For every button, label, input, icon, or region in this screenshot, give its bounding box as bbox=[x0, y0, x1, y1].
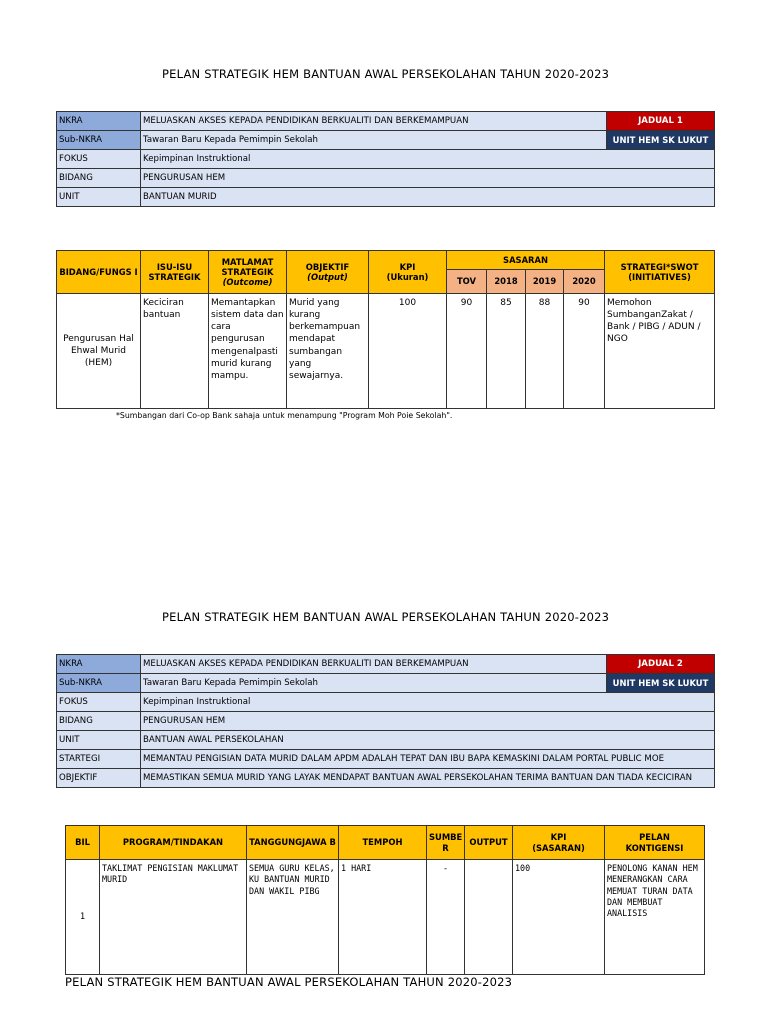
value-nkra: MELUASKAN AKSES KEPADA PENDIDIKAN BERKUALITI DAN BERKEMAMPUAN bbox=[141, 655, 607, 674]
header-2020: 2020 bbox=[564, 270, 605, 294]
info-row-subnkra bbox=[57, 131, 715, 150]
header-row-top bbox=[57, 251, 715, 270]
header-objektif-text: OBJEKTIF bbox=[305, 261, 350, 272]
value-subnkra: Tawaran Baru Kepada Pemimpin Sekolah bbox=[141, 674, 607, 693]
label-unit: UNIT bbox=[57, 188, 141, 207]
unit-hem-badge: UNIT HEM SK LUKUT bbox=[607, 131, 715, 150]
value-fokus: Kepimpinan Instruktional bbox=[141, 693, 715, 712]
header-strategi bbox=[605, 251, 715, 294]
info-row-startegi bbox=[57, 750, 715, 769]
header-kpi-sub: (SASARAN) bbox=[532, 842, 585, 853]
cell-pelan: PENOLONG KANAN HEM MENERANGKAN CARA MEMUAT TURAN DATA DAN MEMBUAT ANALISIS bbox=[605, 860, 705, 975]
header-matlamat bbox=[209, 251, 287, 294]
value-subnkra: Tawaran Baru Kepada Pemimpin Sekolah bbox=[141, 131, 607, 150]
label-objektif: OBJEKTIF bbox=[57, 769, 141, 788]
cell-matlamat: Memantapkan sistem data dan cara pengurusan mengenalpasti murid kurang mampu. bbox=[209, 294, 287, 409]
footer-title: PELAN STRATEGIK HEM BANTUAN AWAL PERSEKOLAHAN TAHUN 2020-2023 bbox=[65, 975, 513, 989]
cell-strategi: Memohon SumbanganZakat / Bank / PIBG / ADUN / NGO bbox=[605, 294, 715, 409]
header-kpi bbox=[369, 251, 447, 294]
header-2018: 2018 bbox=[487, 270, 526, 294]
header-tov: TOV bbox=[447, 270, 487, 294]
info-row-bidang bbox=[57, 169, 715, 188]
info-table-2 bbox=[56, 654, 715, 788]
cell-output bbox=[465, 860, 513, 975]
action-table-2 bbox=[65, 825, 705, 975]
header-pelan bbox=[605, 826, 705, 860]
label-unit: UNIT bbox=[57, 731, 141, 750]
page-title-2: PELAN STRATEGIK HEM BANTUAN AWAL PERSEKOLAHAN TAHUN 2020-2023 bbox=[162, 610, 610, 624]
header-tanggungjawab: TANGGUNGJAWA B bbox=[247, 826, 339, 860]
cell-bil: 1 bbox=[66, 860, 100, 975]
cell-objektif: Murid yang kurang berkemampuan mendapat sumbangan yang sewajarnya. bbox=[287, 294, 369, 409]
info-row-fokus bbox=[57, 150, 715, 169]
label-subnkra: Sub-NKRA bbox=[57, 674, 141, 693]
header-kpi-sub: (Ukuran) bbox=[386, 272, 429, 282]
value-bidang: PENGURUSAN HEM bbox=[141, 169, 715, 188]
page-title-1: PELAN STRATEGIK HEM BANTUAN AWAL PERSEKOLAHAN TAHUN 2020-2023 bbox=[162, 67, 610, 81]
jadual-badge: JADUAL 2 bbox=[607, 655, 715, 674]
info-row-fokus bbox=[57, 693, 715, 712]
cell-isu: Keciciran bantuan bbox=[141, 294, 209, 409]
cell-bidang: Pengurusan Hal Ehwal Murid (HEM) bbox=[57, 294, 141, 409]
label-startegi: STARTEGI bbox=[57, 750, 141, 769]
header-sasaran: SASARAN bbox=[447, 251, 605, 270]
header-bil: BIL bbox=[66, 826, 100, 860]
cell-2018: 85 bbox=[487, 294, 526, 409]
value-unit: BANTUAN AWAL PERSEKOLAHAN bbox=[141, 731, 715, 750]
label-fokus: FOKUS bbox=[57, 150, 141, 169]
value-unit: BANTUAN MURID bbox=[141, 188, 715, 207]
header-tempoh: TEMPOH bbox=[339, 826, 427, 860]
label-fokus: FOKUS bbox=[57, 693, 141, 712]
table-row bbox=[66, 860, 705, 975]
cell-sumber: - bbox=[427, 860, 465, 975]
header-pelan-text: PELAN bbox=[639, 832, 670, 843]
info-row-nkra bbox=[57, 655, 715, 674]
header-bidang: BIDANG/FUNGS I bbox=[57, 251, 141, 294]
header-objektif-sub: (Output) bbox=[307, 272, 348, 282]
info-row-nkra bbox=[57, 112, 715, 131]
strategy-table-1 bbox=[56, 250, 715, 409]
jadual-badge: JADUAL 1 bbox=[607, 112, 715, 131]
header-strategi-text: STRATEGI*SWOT bbox=[620, 261, 699, 272]
info-row-bidang bbox=[57, 712, 715, 731]
cell-2020: 90 bbox=[564, 294, 605, 409]
header-program: PROGRAM/TINDAKAN bbox=[100, 826, 247, 860]
header-objektif bbox=[287, 251, 369, 294]
value-fokus: Kepimpinan Instruktional bbox=[141, 150, 715, 169]
label-bidang: BIDANG bbox=[57, 712, 141, 731]
label-subnkra: Sub-NKRA bbox=[57, 131, 141, 150]
value-nkra: MELUASKAN AKSES KEPADA PENDIDIKAN BERKUALITI DAN BERKEMAMPUAN bbox=[141, 112, 607, 131]
cell-tanggungjawab: SEMUA GURU KELAS, KU BANTUAN MURID DAN WAKIL PIBG bbox=[247, 860, 339, 975]
header-matlamat-sub: (Outcome) bbox=[222, 277, 273, 288]
label-nkra: NKRA bbox=[57, 112, 141, 131]
cell-2019: 88 bbox=[526, 294, 564, 409]
cell-tov: 90 bbox=[447, 294, 487, 409]
cell-kpi: 100 bbox=[513, 860, 605, 975]
value-bidang: PENGURUSAN HEM bbox=[141, 712, 715, 731]
header-output: OUTPUT bbox=[465, 826, 513, 860]
label-nkra: NKRA bbox=[57, 655, 141, 674]
info-row-subnkra bbox=[57, 674, 715, 693]
header-kpi-text: KPI bbox=[550, 832, 567, 843]
label-bidang: BIDANG bbox=[57, 169, 141, 188]
info-row-unit bbox=[57, 188, 715, 207]
cell-program: TAKLIMAT PENGISIAN MAKLUMAT MURID bbox=[100, 860, 247, 975]
cell-tempoh: 1 HARI bbox=[339, 860, 427, 975]
header-sumber: SUMBE R bbox=[427, 826, 465, 860]
header-matlamat-text: MATLAMAT STRATEGIK bbox=[221, 256, 274, 277]
unit-hem-badge: UNIT HEM SK LUKUT bbox=[607, 674, 715, 693]
header-kpi bbox=[513, 826, 605, 860]
header-kpi-text: KPI bbox=[399, 261, 416, 272]
header-pelan-sub: KONTIGENSI bbox=[625, 842, 684, 853]
header-2019: 2019 bbox=[526, 270, 564, 294]
header-strategi-sub: (INITIATIVES) bbox=[628, 272, 691, 282]
value-objektif: MEMASTIKAN SEMUA MURID YANG LAYAK MENDAPAT BANTUAN AWAL PERSEKOLAHAN TERIMA BANTUAN DAN TIADA KECICIRAN bbox=[141, 769, 715, 788]
footnote: *Sumbangan dari Co-op Bank sahaja untuk menampung "Program Moh Poie Sekolah". bbox=[116, 411, 453, 420]
info-row-unit bbox=[57, 731, 715, 750]
header-isu: ISU-ISU STRATEGIK bbox=[141, 251, 209, 294]
value-startegi: MEMANTAU PENGISIAN DATA MURID DALAM APDM ADALAH TEPAT DAN IBU BAPA KEMASKINI DALAM PORTAL PUBLIC MOE bbox=[141, 750, 715, 769]
header-row bbox=[66, 826, 705, 860]
table-row bbox=[57, 294, 715, 409]
info-row-objektif bbox=[57, 769, 715, 788]
cell-kpi: 100 bbox=[369, 294, 447, 409]
info-table-1 bbox=[56, 111, 715, 207]
